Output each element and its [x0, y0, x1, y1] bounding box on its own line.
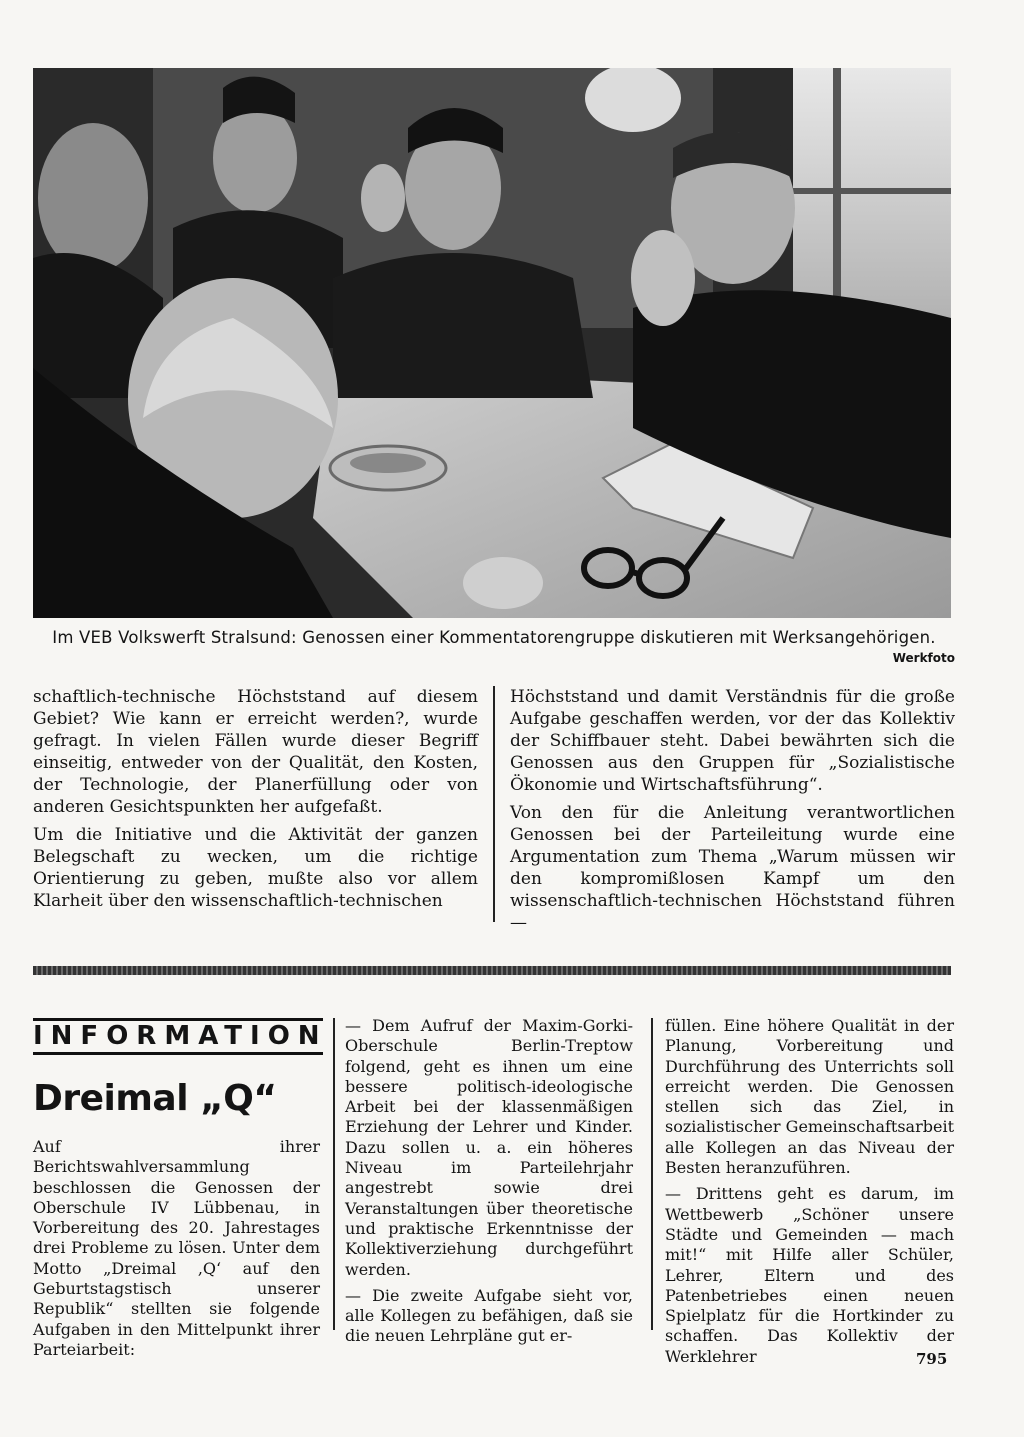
paragraph: schaftlich-technische Höchststand auf diesem Gebiet? Wie kann er erreicht werden?, wurde gefragt. In vielen Fällen wurde dieser Begriff einseitig, entweder von der Qualität, den Kosten, der Technologie, der Planerfüllung oder von anderen Gesichtspunkten her aufgefaßt. [33, 687, 478, 817]
headline: Dreimal „Q“ [33, 1078, 277, 1119]
page-number: 795 [916, 1350, 948, 1368]
column-divider [493, 686, 495, 922]
paragraph: — Drittens geht es darum, im Wettbewerb „Schöner unsere Städte und Gemeinden — mach mit!“ mit Hilfe aller Schüler, Lehrer, Eltern und des Patenbetriebes einen neuen Spielplatz für die Hortkinder zu schaffen. Das Kollektiv der Werklehrer [665, 1184, 954, 1366]
column-divider [651, 1018, 653, 1330]
section-label: INFORMATION [33, 1018, 323, 1055]
hands [463, 557, 543, 609]
article-column-left [33, 686, 478, 918]
paragraph: Um die Initiative und die Aktivität der ganzen Belegschaft zu wecken, um die richtige Orientierung zu geben, mußte also vor allem Klarheit über den wissenschaftlich-technischen [33, 825, 478, 911]
info-column-3 [665, 1016, 954, 1373]
photo [33, 68, 951, 618]
section-separator [33, 966, 951, 975]
paragraph: füllen. Eine höhere Qualität in der Planung, Vorbereitung und Durchführung des Unterrichts soll erreicht werden. Die Genossen stellen sich das Ziel, in sozialistischer Gemeinschaftsarbeit alle Kollegen an das Niveau der Besten heranzuführen. [665, 1016, 954, 1178]
discussion-photo [33, 68, 951, 618]
paragraph: Von den für die Anleitung verantwortlichen Genossen bei der Parteileitung wurde eine Argumentation zum Thema „Warum müssen wir den kompromißlosen Kampf um den wissenschaftlich-technischen Höchststand führen — [510, 803, 955, 933]
column-divider [333, 1018, 335, 1330]
info-column-2 [345, 1016, 633, 1353]
paragraph: — Die zweite Aufgabe sieht vor, alle Kollegen zu befähigen, daß sie die neuen Lehrpläne gut er- [345, 1285, 633, 1346]
photo-credit: Werkfoto [892, 651, 955, 665]
paragraph: — Dem Aufruf der Maxim-Gorki-Oberschule Berlin-Treptow folgend, geht es ihnen um eine bessere politisch-ideologische Arbeit bei der klassenmäßigen Erziehung der Lehrer und Kinder. Dazu sollen u. a. ein höheres Niveau im Parteilehrjahr angestrebt sowie drei Veranstaltungen über theoretische und praktische Erkenntnisse der Kollektiverziehung durchgeführt werden. [345, 1016, 633, 1279]
article-column-right [510, 686, 955, 940]
info-column-1 [33, 1137, 320, 1366]
paragraph: Auf ihrer Berichtswahlversammlung beschlossen die Genossen der Oberschule IV Lübbenau, in Vorbereitung des 20. Jahrestages drei Probleme zu lösen. Unter dem Motto „Dreimal ‚Q‘ auf den Geburtstagstisch unserer Republik“ stellten sie folgende Aufgaben in den Mittelpunkt ihrer Parteiarbeit: [33, 1137, 320, 1359]
photo-caption: Im VEB Volkswerft Stralsund: Genossen einer Kommentatorengruppe diskutieren mit Werksangehörigen. [52, 628, 936, 647]
paragraph: Höchststand und damit Verständnis für die große Aufgabe geschaffen werden, vor der das Kollektiv der Schiffbauer steht. Dabei bewährten sich die Genossen aus den Gruppen für „Sozialistische Ökonomie und Wirtschaftsführung“. [510, 687, 955, 795]
